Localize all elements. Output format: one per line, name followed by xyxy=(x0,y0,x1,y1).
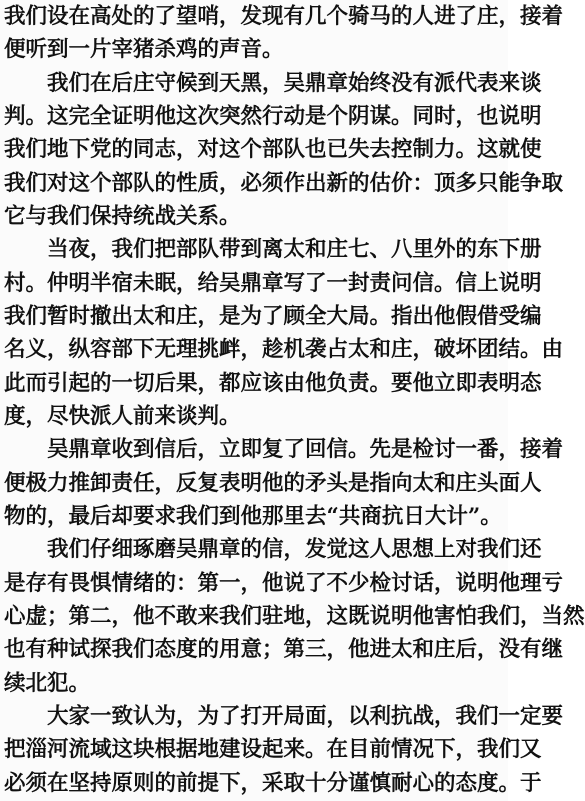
text-line: 判。这完全证明他这次突然行动是个阴谋。同时，也说明 xyxy=(4,104,542,129)
text-line: 是存有畏惧情绪的：第一，他说了不少检讨话，说明他理亏 xyxy=(4,571,564,596)
paragraph-start-line: 我们仔细琢磨吴鼎章的信，发觉这人思想上对我们还 xyxy=(47,537,542,562)
paragraph-start-line: 大家一致认为，为了打开局面，以利抗战，我们一定要 xyxy=(47,704,564,729)
text-line: 我们对这个部队的性质，必须作出新的估价：顶多只能争取 xyxy=(4,171,564,196)
text-line: 它与我们保持统战关系。 xyxy=(4,204,241,229)
paragraph-start-line: 我们在后庄守候到天黑，吴鼎章始终没有派代表来谈 xyxy=(47,71,542,96)
text-line: 心虚；第二，他不敢来我们驻地，这既说明他害怕我们，当然 xyxy=(4,604,585,629)
text-line: 度，尽快派人前来谈判。 xyxy=(4,404,241,429)
text-line: 我们地下党的同志，对这个部队也已失去控制力。这就使 xyxy=(4,137,542,162)
text-line: 我们暂时撤出太和庄，是为了顾全大局。指出他假借受编 xyxy=(4,304,542,329)
text-line: 我们设在高处的了望哨，发现有几个骑马的人进了庄，接着 xyxy=(4,4,564,29)
paragraph-start-line: 当夜，我们把部队带到离太和庄七、八里外的东下册 xyxy=(47,237,542,262)
text-line: 物的，最后却要求我们到他那里去“共商抗日大计”。 xyxy=(4,504,502,529)
text-line: 必须在坚持原则的前提下，采取十分谨慎耐心的态度。于 xyxy=(4,771,542,796)
text-line: 便极力推卸责任，反复表明他的矛头是指向太和庄头面人 xyxy=(4,471,542,496)
text-line: 村。仲明半宿未眠，给吴鼎章写了一封责问信。信上说明 xyxy=(4,271,542,296)
text-line: 续北犯。 xyxy=(4,671,91,696)
paragraph-start-line: 吴鼎章收到信后，立即复了回信。先是检讨一番，接着 xyxy=(47,437,564,462)
text-line: 也有种试探我们态度的用意；第三，他进太和庄后，没有继 xyxy=(4,637,564,662)
text-line: 便听到一片宰猪杀鸡的声音。 xyxy=(4,37,284,62)
text-line: 此而引起的一切后果，都应该由他负责。要他立即表明态 xyxy=(4,371,542,396)
text-line: 名义，纵容部下无理挑衅，趁机袭占太和庄，破坏团结。由 xyxy=(4,337,564,362)
text-line: 把淄河流域这块根据地建设起来。在目前情况下，我们又 xyxy=(4,737,542,762)
